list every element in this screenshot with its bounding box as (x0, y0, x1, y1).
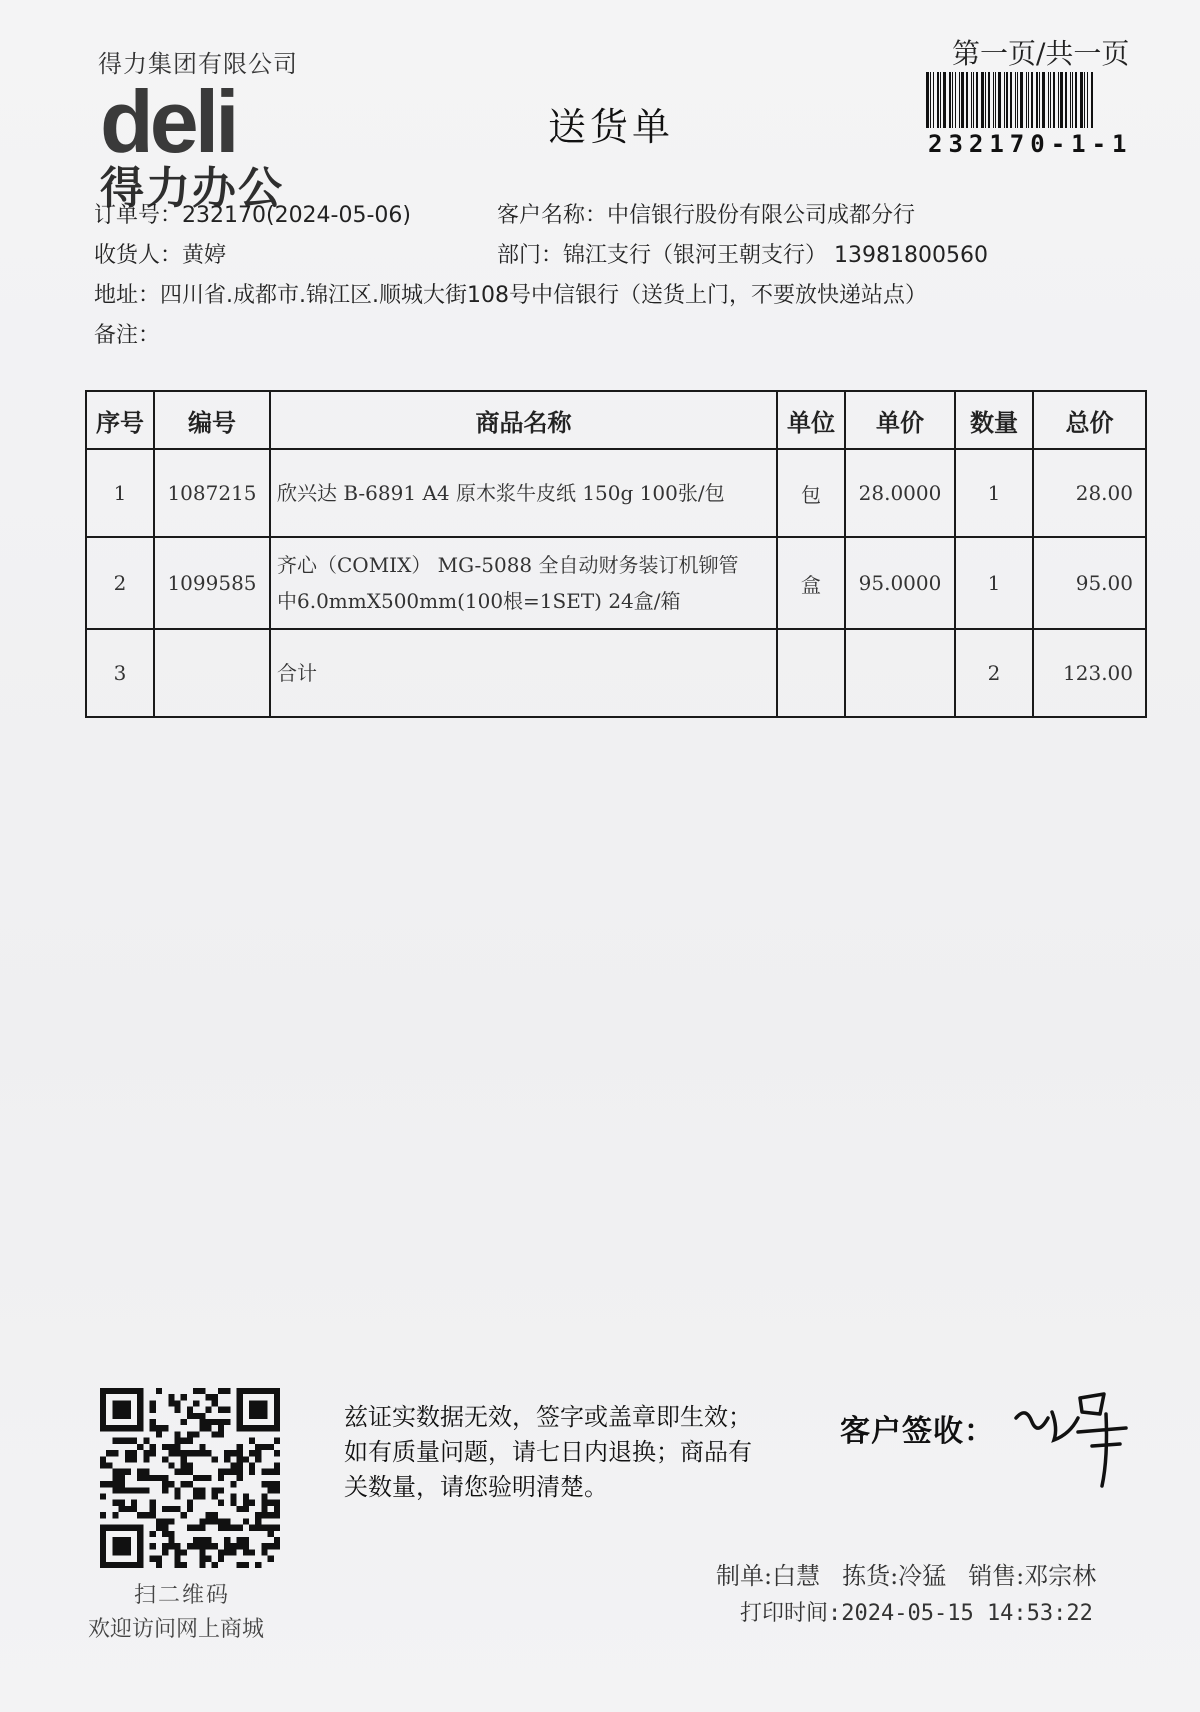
table-row (86, 537, 1146, 629)
delivery-address: 地址：四川省.成都市.锦江区.顺城大街108号中信银行（送货上门，不要放快递站点） (94, 283, 927, 308)
barcode-number: 232170-1-1 (928, 130, 1133, 158)
cell-price (845, 629, 955, 717)
cell-name-line-2: 中6.0mmX500mm(100根=1SET) 24盒/箱 (277, 589, 681, 613)
cell-qty: 1 (955, 537, 1033, 629)
cell-unit: 包 (777, 449, 845, 537)
cell-price: 28.0000 (845, 449, 955, 537)
staff-line (716, 1556, 1118, 1591)
print-time: 打印时间:2024-05-15 14:53:22 (740, 1601, 1093, 1626)
cell-name (270, 537, 777, 629)
document-title: 送货单 (548, 105, 675, 149)
deli-logo: deli (100, 72, 236, 171)
qr-caption-mall: 欢迎访问网上商城 (88, 1617, 265, 1642)
qr-code-icon[interactable] (100, 1388, 280, 1568)
deli-logo-subtitle: 得力办公 (100, 163, 284, 214)
remark: 备注： (94, 323, 161, 348)
table-row (86, 449, 1146, 537)
cell-unit (777, 629, 845, 717)
customer-sign-label: 客户签收： (840, 1414, 995, 1449)
cell-seq: 1 (86, 449, 154, 537)
cell-name-line-1: 齐心（COMIX） MG-5088 全自动财务装订机铆管 (277, 553, 739, 577)
cell-price: 95.0000 (845, 537, 955, 629)
cell-seq: 3 (86, 629, 154, 717)
column-header-price: 单价 (845, 391, 955, 449)
signature-icon (1008, 1388, 1138, 1498)
cell-qty: 2 (955, 629, 1033, 717)
order-number: 订单号：232170(2024-05-06) (94, 203, 412, 228)
column-header-total: 总价 (1033, 391, 1146, 449)
table-header-row (86, 391, 1146, 449)
table-row-total (86, 629, 1146, 717)
staff-picker: 拣货:冷猛 (842, 1562, 947, 1590)
cell-code: 1099585 (154, 537, 270, 629)
column-header-unit: 单位 (777, 391, 845, 449)
company-name: 得力集团有限公司 (98, 50, 298, 78)
receiver: 收货人：黄婷 (94, 243, 227, 268)
column-header-seq: 序号 (86, 391, 154, 449)
cell-code (154, 629, 270, 717)
cell-total: 28.00 (1033, 449, 1146, 537)
page-indicator: 第一页/共一页 (952, 37, 1130, 70)
barcode-icon (926, 72, 1142, 128)
department: 部门：锦江支行（银河王朝支行） 13981800560 (497, 243, 988, 268)
column-header-qty: 数量 (955, 391, 1033, 449)
cell-total: 123.00 (1033, 629, 1146, 717)
qr-caption-scan: 扫二维码 (134, 1583, 231, 1608)
staff-sales: 销售:邓宗林 (968, 1562, 1097, 1590)
cell-name: 欣兴达 B-6891 A4 原木浆牛皮纸 150g 100张/包 (270, 449, 777, 537)
column-header-code: 编号 (154, 391, 270, 449)
column-header-name: 商品名称 (270, 391, 777, 449)
cell-unit: 盒 (777, 537, 845, 629)
cell-name: 合计 (270, 629, 777, 717)
cell-qty: 1 (955, 449, 1033, 537)
notice-text: 兹证实数据无效，签字或盖章即生效；如有质量问题，请七日内退换；商品有关数量，请您验明清楚。 (344, 1403, 752, 1501)
customer-name: 客户名称：中信银行股份有限公司成都分行 (497, 203, 916, 228)
items-table (85, 390, 1147, 718)
cell-code: 1087215 (154, 449, 270, 537)
staff-maker: 制单:白慧 (716, 1562, 821, 1590)
cell-total: 95.00 (1033, 537, 1146, 629)
cell-seq: 2 (86, 537, 154, 629)
